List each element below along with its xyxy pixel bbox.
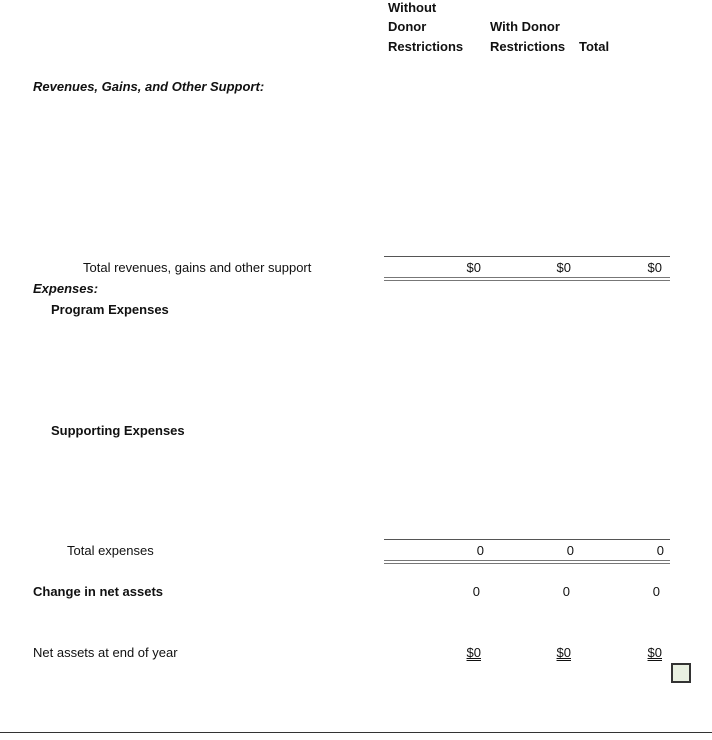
header-without-line-2: Donor xyxy=(388,19,427,34)
change-net-assets-total: 0 xyxy=(652,584,660,599)
total-revenues-with: $0 xyxy=(556,260,571,275)
supporting-expenses-heading: Supporting Expenses xyxy=(51,423,185,438)
net-assets-end-without: $0 xyxy=(466,645,481,660)
header-total: Total xyxy=(579,39,610,54)
total-revenues-without: $0 xyxy=(466,260,481,275)
total-expenses-without: 0 xyxy=(476,543,484,558)
total-expenses-total: 0 xyxy=(656,543,664,558)
net-assets-end-total: $0 xyxy=(647,645,662,660)
total-revenues-total: $0 xyxy=(647,260,662,275)
total-expenses-with: 0 xyxy=(566,543,574,558)
change-net-assets-label: Change in net assets xyxy=(33,584,164,599)
bottom-divider xyxy=(0,732,712,733)
change-net-assets-without: 0 xyxy=(472,584,480,599)
total-expenses-double-rule xyxy=(384,560,670,564)
program-expenses-heading: Program Expenses xyxy=(51,302,169,317)
header-without-line-1: Without xyxy=(388,0,437,15)
expenses-heading: Expenses: xyxy=(33,281,99,296)
net-assets-end-with: $0 xyxy=(556,645,571,660)
total-revenues-double-rule xyxy=(384,277,670,281)
net-assets-end-label: Net assets at end of year xyxy=(33,645,178,660)
header-without-line-3: Restrictions xyxy=(388,39,464,54)
header-with-line-2: Restrictions xyxy=(490,39,566,54)
change-net-assets-with: 0 xyxy=(562,584,570,599)
revenues-heading: Revenues, Gains, and Other Support: xyxy=(33,79,265,94)
total-revenues-top-rule xyxy=(384,256,670,257)
total-revenues-label: Total revenues, gains and other support xyxy=(83,260,312,275)
total-expenses-label: Total expenses xyxy=(67,543,154,558)
checkbox[interactable] xyxy=(671,663,691,683)
header-with-line-1: With Donor xyxy=(490,19,560,34)
total-expenses-top-rule xyxy=(384,539,670,540)
